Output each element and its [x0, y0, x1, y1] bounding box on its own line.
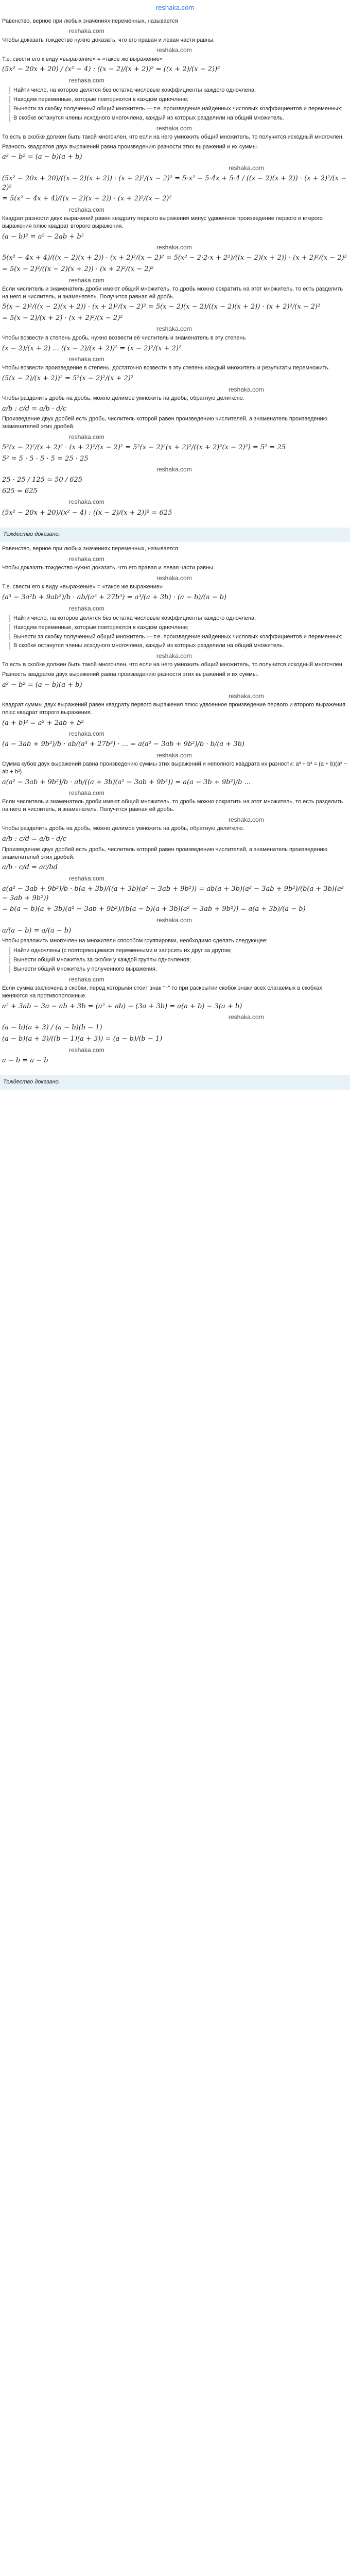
- step-text: Т.е. свести его к виду «выражение» = «такое же выражение»: [2, 56, 163, 62]
- divide-fraction-text: Чтобы разделить дробь на дробь, можно делимое умножить на дробь, обратную делителю.: [2, 825, 244, 832]
- watermark: reshaka.com: [69, 498, 104, 506]
- list-item: В скобке останутся члены исходного многочлена, каждый из которых разделили на общий множитель.: [9, 114, 348, 122]
- list-item: Вынести общий множитель у полученного выражения.: [9, 965, 348, 973]
- watermark: reshaka.com: [69, 555, 104, 563]
- list-item: Найти число, на которое делятся без остатка числовые коэффициенты каждого одночлена;: [9, 615, 348, 622]
- expression-step-2: (5x² − 20x + 20)/((x − 2)(x + 2)) · (x + 2)²/(x − 2)² = 5·x² − 5·4x + 5·4 / ((x − 2)(x + 2)) · (x + 2)²/(x − 2)²: [2, 175, 349, 192]
- expression-step-12: 25 · 25 / 125 = 50 / 625: [2, 476, 83, 484]
- proved-text: Тождество доказано.: [3, 1079, 60, 1086]
- expression-main: (5x² − 20x + 20) / (x² − 4) : ((x − 2)/(x + 2))² = ((x + 2)/(x − 2))²: [2, 65, 220, 74]
- square-sum-text: Квадрат суммы двух выражений равен квадрату первого выражения плюс удвоенное произведение первого и второго выражения плюс квадрат второго выражения.: [2, 701, 345, 716]
- bracket-text: То есть в скобке должен быть такой многочлен, что если на него умножить общий множитель, то получится исходный многочлен.: [2, 133, 344, 140]
- watermark: reshaka.com: [229, 385, 264, 393]
- grouping-text: Чтобы разложить многочлен на множители способом группировки, необходимо сделать следующее:: [2, 938, 268, 944]
- expression-step-6: a/(a − b) = a/(a − b): [2, 926, 72, 935]
- watermark: reshaka.com: [69, 1046, 104, 1054]
- expression-step-8: (x − 2)/(x + 2) ... ((x − 2)/(x + 2))² = (x − 2)²/(x + 2)²: [2, 344, 182, 352]
- watermark: reshaka.com: [229, 1013, 264, 1021]
- expression-step-4: 5(x² − 4x + 4)/((x − 2)(x + 2)) · (x + 2)²/(x − 2)² = 5(x² − 2·2·x + 2²)/((x − 2)(x + 2)) · (x + 2)²/(x − 2)²: [2, 254, 347, 262]
- expression-step-3: = 5(x² − 4x + 4)/((x − 2)(x + 2)) · (x + 2)²/(x − 2)²: [2, 195, 172, 203]
- list-item: Вынести за скобку полученный общий множитель — т.е. произведение найденных числовых коэффициентов и переменных;: [9, 633, 348, 641]
- expression-step-10: 5²(x − 2)²/(x + 2)² · (x + 2)²/(x − 2)² = 5²(x − 2)²(x + 2)²/((x + 2)²(x − 2)²) = 5² = 25: [2, 444, 286, 452]
- diff-squares-text: Разность квадратов двух выражений равна произведению разности этих выражений и их суммы.: [2, 143, 258, 150]
- watermark: reshaka.com: [69, 874, 104, 882]
- formula-diff-squares: a² − b² = (a − b)(a + b): [2, 681, 82, 689]
- expression-step-4: a(a² − 3ab + 9b²)/b · b(a + 3b)/((a + 3b)(a² − 3ab + 9b²)) = ab(a + 3b)(a² − 3ab + 9b²)/(b(a + 3b)(a² − 3ab + 9b²)): [2, 885, 346, 902]
- watermark: reshaka.com: [69, 604, 104, 612]
- expression-step-7: a² + 3ab − 3a − ab + 3b = (a² + ab) − (3a + 3b) = a(a + b) − 3(a + b): [2, 1002, 242, 1010]
- step-text: Т.е. свести его к виду «выражение» = «такое же выражение»: [2, 584, 163, 590]
- cancel-text: Если числитель и знаменатель дроби имеют общий множитель, то дробь можно сократить на этот множитель, то есть разделить на него и числитель, и знаменатель. Получится равная ей дробь.: [2, 799, 343, 813]
- watermark: reshaka.com: [156, 751, 192, 759]
- watermark: reshaka.com: [229, 164, 264, 172]
- factor-steps-list: [2, 615, 348, 650]
- intro-text: Равенство, верное при любых значениях переменных, называется: [2, 546, 178, 552]
- list-item: Находим переменные, которые повторяются в каждом одночлене;: [9, 624, 348, 632]
- watermark: reshaka.com: [69, 206, 104, 213]
- watermark: reshaka.com: [69, 27, 104, 35]
- answer-part-1: [0, 14, 350, 525]
- watermark: reshaka.com: [69, 975, 104, 983]
- expression-step-5: = 5(x − 2)²/((x − 2)(x + 2)) · (x + 2)²/(x − 2)²: [2, 265, 154, 273]
- list-item: Находим переменные, которые повторяются в каждом одночлене;: [9, 96, 348, 104]
- watermark: reshaka.com: [156, 46, 192, 54]
- grouping-steps-list: [2, 947, 348, 973]
- watermark: reshaka.com: [229, 816, 264, 824]
- formula-square-sum: (a + b)² = a² + 2ab + b²: [2, 719, 84, 727]
- formula-division: a/b : c/d = a/b · d/c: [2, 835, 67, 843]
- formula-diff-squares: a² − b² = (a − b)(a + b): [2, 153, 82, 161]
- watermark: reshaka.com: [69, 789, 104, 797]
- list-item: Найти одночлены (с повторяющимися переменными и запрсить их друг за другом;: [9, 947, 348, 955]
- watermark: reshaka.com: [69, 276, 104, 284]
- expression-main: (a³ − 3a²b + 9ab²)/b · ab/(a³ + 27b³) = a³/(a + 3b) · (a − b)/(a − b): [2, 594, 227, 602]
- multiply-fraction-text: Произведение двух дробей есть дробь, числитель которой равен произведению числителей, а знаменатель произведению знаменателей этих дробей.: [2, 846, 327, 860]
- answer-part-2: [0, 542, 350, 1072]
- expression-final: (5x² − 20x + 20)/(x² − 4) : ((x − 2)/(x + 2))² = 625: [2, 509, 172, 517]
- intro-text: Равенство, верное при любых значениях переменных, называется: [2, 18, 178, 24]
- formula-multiplication: a/b · c/d = ac/bd: [2, 863, 58, 872]
- expression-step-9: (a − b)(a + 3)/((b − 1)(a + 3)) = (a − b)/(b − 1): [2, 1035, 163, 1043]
- list-item: Найти число, на которое делятся без остатка числовые коэффициенты каждого одночлена;: [9, 87, 348, 94]
- diff-squares-text: Разность квадратов двух выражений равна произведению разности этих выражений и их суммы.: [2, 671, 258, 678]
- watermark: reshaka.com: [69, 77, 104, 84]
- watermark: reshaka.com: [156, 466, 192, 473]
- watermark: reshaka.com: [69, 730, 104, 738]
- expression-step-5: = b(a − b)(a + 3b)(a² − 3ab + 9b²)/(b(a − b)(a + 3b)(a² − 3ab + 9b²)) = a(a + 3b)/(a − b): [2, 905, 306, 913]
- multiply-fraction-text: Произведение двух дробей есть дробь, числитель которой равен произведению числителей, а знаменатель произведению знаменателей этих дробей.: [2, 416, 327, 430]
- expression-step-8: (a − b)(a + 3) / (a − b)(b − 1): [2, 1024, 102, 1032]
- proved-bar-1: [0, 528, 350, 542]
- proved-bar-2: [0, 1075, 350, 1090]
- list-item: В скобке останутся члены исходного многочлена, каждый из которых разделили на общий множитель.: [9, 642, 348, 650]
- watermark: reshaka.com: [156, 652, 192, 660]
- watermark: reshaka.com: [69, 355, 104, 363]
- power-product-text: Чтобы возвести произведение в степень, достаточно возвести в эту степень каждый множитель и результаты перемножить.: [2, 365, 330, 371]
- watermark: reshaka.com: [69, 433, 104, 440]
- bracket-text: То есть в скобке должен быть такой многочлен, что если на него умножить общий множитель, то получится исходный многочлен.: [2, 662, 344, 668]
- sum-bracket-text: Если сумма заключена в скобки, перед которыми стоит знак "−" то при раскрытии скобок знаки всех слагаемых в скобках меняются на противоположные.: [2, 985, 322, 999]
- expression-step-3: a(a² − 3ab + 9b²)/b · ab/((a + 3b)(a² − 3ab + 9b²)) = a(a − 3b + 9b²)/b ...: [2, 778, 251, 786]
- list-item: Вынести за скобку полученный общий множитель — т.е. произведение найденных числовых коэффициентов и переменных;: [9, 105, 348, 113]
- result-equality: a − b = a − b: [2, 1056, 48, 1064]
- proved-text: Тождество доказано.: [3, 531, 60, 538]
- watermark: reshaka.com: [156, 574, 192, 582]
- sum-cubes-text: Сумма кубов двух выражений равна произведению суммы этих выражений и неполного квадрата их разности: a³ + b³ = (a + b)(a² − ab + b²): [2, 760, 347, 775]
- watermark: reshaka.com: [156, 916, 192, 924]
- expression-step-9: (5(x − 2)/(x + 2))² = 5²(x − 2)²/(x + 2)²: [2, 375, 134, 383]
- expression-step-7: = 5(x − 2)/(x + 2) · (x + 2)²/(x − 2)²: [2, 314, 123, 322]
- expression-step-11: 5² = 5 · 5 · 5 · 5 = 25 · 25: [2, 454, 89, 463]
- cancel-text: Если числитель и знаменатель дроби имеют общий множитель, то дробь можно сократить на этот множитель, то есть разделить на него и числитель, и знаменатель. Получится равная ей дробь.: [2, 285, 343, 300]
- site-brand[interactable]: reshaka.com: [155, 4, 195, 11]
- formula-division: a/b : c/d = a/b · d/c: [2, 404, 67, 413]
- watermark: reshaka.com: [229, 692, 264, 700]
- expression-step-2: (a − 3ab + 9b²)/b · ab/(a³ + 27b³) · ... = a(a² − 3ab + 9b²)/b · b/(a + 3b): [2, 740, 244, 749]
- expression-step-6: 5(x − 2)²/((x − 2)(x + 2)) · (x + 2)²/(x − 2)² = 5(x − 2)(x − 2)/((x − 2)(x + 2)) · (x + 2)²/(x − 2)²: [2, 303, 321, 311]
- task-text: Чтобы доказать тождество нужно доказать, что его правая и левая части равны.: [2, 37, 215, 43]
- power-fraction-text: Чтобы возвести в степень дробь, нужно возвести её числитель и знаменатель в эту степень: [2, 334, 246, 341]
- divide-fraction-text: Чтобы разделить дробь на дробь, можно делимое умножить на дробь, обратную делителю.: [2, 395, 244, 401]
- formula-square-diff: (a − b)² = a² − 2ab + b²: [2, 232, 84, 241]
- factor-steps-list: [2, 87, 348, 122]
- task-text: Чтобы доказать тождество нужно доказать, что его правая и левая части равны.: [2, 565, 215, 571]
- watermark: reshaka.com: [156, 325, 192, 333]
- square-diff-text: Квадрат разности двух выражений равен квадрату первого выражения минус удвоенное произведение первого и второго выражения плюс квадрат второго выражения.: [2, 215, 323, 229]
- watermark: reshaka.com: [156, 124, 192, 132]
- watermark: reshaka.com: [156, 244, 192, 251]
- list-item: Вынести общий множитель за скобки у каждой группы одночленов;: [9, 956, 348, 964]
- result-equality: 625 = 625: [2, 487, 38, 495]
